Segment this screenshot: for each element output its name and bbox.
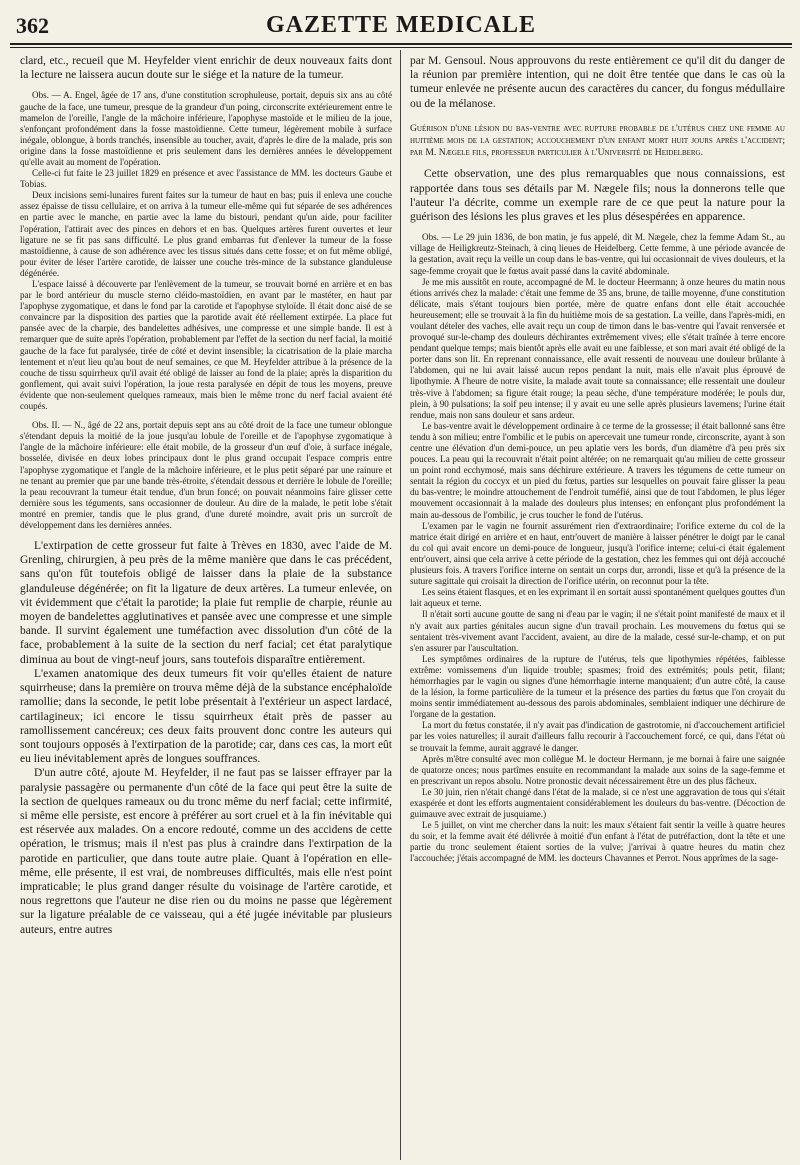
right-intro-paragraph: par M. Gensoul. Nous approuvons du reste entièrement ce qu'il dit du danger de la réunion par première intention, qui ne doit être tentée que dans le cas où la tumeur enlevée ne présente aucun des caractères du cancer, du fongus médullaire ou de la mélanose. (410, 55, 785, 110)
journal-title: GAZETTE MEDICALE (265, 12, 537, 38)
observation-paragraph: Après m'être consulté avec mon collègue M. le docteur Hermann, je me bornai à faire une saignée de quatorze onces; nous partîmes ensuite en recommandant la malade aux soins de la sage-femme et en prescrivant un repos absolu. Notre pronostic devait nécessairement être un des plus fâcheux. (410, 753, 785, 786)
article-intro-paragraph: Cette observation, une des plus remarquables que nous connaissions, est rapportée dans tous ses détails par M. Nægele fils; nous la donnerons telle que l'auteur l'a décrite, comme un exemple rare de ce que peut la nature pour la guérison des lésions les plus graves et les plus désespérées en apparence. (410, 168, 785, 224)
page-number: 362 (16, 13, 49, 38)
observation-2-paragraph: Obs. II. — N., âgé de 22 ans, portait depuis sept ans au côté droit de la face une tumeur oblongue s'étendant depuis la moitié de la joue jusqu'au lobule de l'oreille et de l'apophyse zygomatique à l'angle de la mâchoire inférieure: elle était mobile, de la grosseur d'un œuf d'oie, à surface inégale, bosselée, divisée en deux lobes principaux dont le plus grand occupait l'espace compris entre l'apophyse zygomatique et l'angle de la mâchoire inférieure, et le plus petit séparé par une rainure et ne tenant au premier que par une bande très-étroite, s'étendait dessous et derrière le lobule de l'oreille; la peau recouvrant la tumeur était tendue, d'un brun foncé; on pouvait néanmoins faire glisser cette dernière sous les téguments, sans occasionner de douleur. Au dire de la malade, le petit lobe s'était montré en premier, tandis que le plus grand, d'une dureté moindre, avait pris un surcroît de développement dans les dernières années. (20, 420, 392, 530)
observation-paragraph: Je me mis aussitôt en route, accompagné de M. le docteur Heermann; à onze heures du matin nous étions arrivés chez la malade: c'était une femme de 35 ans, brune, de taille moyenne, d'une constitution délicate, mais s'étant toujours bien portée, mère de quatre enfans dont elle était accouchée heureusement; elle se trouvait à la fin du huitième mois de sa gestation. La veille, dans l'après-midi, en voulant dételer des vaches, elle avait reçu un coup de timon dans le bas-ventre qui l'avait renversée et provoqué sur-le-champ des douleurs déchirantes extrêmement vives; elle s'était traînée à terre encore pendant quelque temps; mais bientôt après elle avait eu une faiblesse, et son mari avait été obligé de la porter dans son lit. En reprenant connaissance, elle avait ressenti de nouveau une douleur brûlante à l'abdomen, qui ne lui avait laissé aucun repos pendant la nuit, mais elle n'avait plus éprouvé de lipothymie. A l'heure de notre visite, la malade avait toute sa connaissance; elle ressentait une douleur très-vive à l'abdomen; sa figure était rouge; la peau sèche, d'une température modérée; le pouls dur, plein, à 90 pulsations; la soif peu intense; il y avait eu une selle après plusieurs lavemens; l'urine était rendue, mais non sans douleur et sans ardeur. (410, 276, 785, 420)
observation-paragraph: Obs. — Le 29 juin 1836, de bon matin, je fus appelé, dit M. Nægele, chez la femme Adam St., au village de Heiligkreutz-Steinach, à cinq lieues de Heidelberg. Cette femme, à une période avancée de la gestation, avait reçu la veille un coup dans le bas-ventre, qui lui occasionnait de vives douleurs, et la sage-femme croyait que le fœtus avait passé dans la cavité abdominale. (410, 232, 785, 276)
right-column (410, 54, 785, 1160)
observation-paragraph: Il n'était sorti aucune goutte de sang ni d'eau par le vagin; il ne s'était point manifesté de maux et il n'y avait aux parties génitales aucun signe d'un travail prochain. Les mouvemens du fœtus qui se sentaient très-vivement avant l'accident, avaient, au dire de la malade, cessé sur-le-champ, et on put s'en assurer par l'auscultation. (410, 609, 785, 653)
observation-paragraph: Les seins étaient flasques, et en les exprimant il en sortait aussi spontanément quelques gouttes d'un lait aqueux et terne. (410, 587, 785, 609)
left-column (20, 54, 392, 1160)
observation-paragraph: Le 30 juin, rien n'était changé dans l'état de la malade, si ce n'est une aggravation de tous qui s'était exaspérée et dont les efforts augmentaient considérablement les douleurs du bas-ventre. (Décoction de guimauve avec extrait de jusquiame.) (410, 786, 785, 820)
article-heading: Guérison d'une lésion du bas-ventre avec rupture probable de l'utérus chez une femme au huitième mois de la gestation; accouchement d'un enfant mort huit jours après l'accident; par M. Nægele fils, professeur particulier à l'Université de Heidelberg. (410, 122, 785, 159)
observation-1-paragraph: Deux incisions semi-lunaires furent faites sur la tumeur de haut en bas; puis il enleva une couche assez épaisse de tissu cellulaire, et on arriva à la tumeur elle-même qui fut séparée de ses adhérences en partie avec le manche, en partie avec la lame du bistouri, pendant qu'un aide, pour faciliter l'opération, l'attirait avec des pinces en dehors et en bas. Quelques artères furent ouvertes et leur ligature ne se fit pas sans difficulté. Le plus grand embarras fut d'enlever la tumeur de la fosse mastoïdienne, à cause de son adhérence avec les tissus situés dans cette fosse; et on fut même obligé, pour éviter de léser l'artère carotide, de laisser une couche très-mince de la substance glanduleuse dégénérée. (20, 190, 392, 278)
observation-paragraph: La mort du fœtus constatée, il n'y avait pas d'indication de gastrotomie, ni d'accouchement artificiel par les voies naturelles; il aurait d'ailleurs fallu recourir à l'accouchement forcé, ce qui, dans l'état où se trouvait la femme, aurait aggravé le danger. (410, 720, 785, 753)
observation-1-paragraph: Obs. — A. Engel, âgée de 17 ans, d'une constitution scrophuleuse, portait, depuis six ans au côté gauche de la face, une tumeur, presque de la grandeur d'un poing, circonscrite extérieurement entre le mamelon de l'oreille, l'angle de la mâchoire inférieure, l'apophyse mastoïde et le milieu de la joue, s'enfonçant profondément dans la fosse mastoïdienne. Cette tumeur, légèrement mobile à surface inégale, oblongue, à bords tranchés, insensible au toucher, avait, d'après le dire de la malade, pris son origine dans la fosse mastoïdienne et pris seulement dans les dernières années le développement qu'elle avait au moment de l'opération. (20, 90, 392, 167)
observation-1-paragraph: L'espace laissé à découverte par l'enlèvement de la tumeur, se trouvait borné en arrière et en bas par le bord antérieur du muscle sterno cléido-mastoïdien, en avant par le mastéter, en haut par l'apophyse zygomatique, et dans le fond par la carotide et l'apophyse styloïde. Il était donc aisé de se convaincre par la disposition des parties que la parotide avait été réellement extirpée. La place fut pansée avec de la charpie, des bandelettes adhésives, une compresse et une simple bande. Il est à remarquer que de suite après l'opération, probablement par l'effet de la section du nerf facial, la moitié gauche de la face fut paralysée, tirée de côté et devint insensible; la cicatrisation de la plaie marcha lentement et n'eut lieu qu'au bout de neuf semaines, ce que M. Heyfelder attribue à la présence de la couche de tissu squirrheux qu'il avait été obligé de laisser au fond de la plaie; après la disparition du gonflement, qui avait suivi l'opération, la joue resta paralysée en dépit de tous les moyens, preuve évidente que non-seulement quelques rameaux, mais bien le même tronc du nerf facial avaient été coupés. (20, 279, 392, 412)
observation-paragraph: L'examen par le vagin ne fournit assurément rien d'extraordinaire; l'orifice externe du col de la matrice était dirigé en arrière et en haut, entr'ouvert de manière à laisser pénétrer le doigt par le canal du col qui avait encore un demi-pouce de longueur, jusqu'à l'orifice interne; celui-ci était également entr'ouvert, ainsi que cela arrive à cette période de la gestation, chez les femmes qui ont déjà accouché plusieurs fois. A travers l'orifice interne on sentait un corps dur, arrondi, lisse et qu'à la présence de la suture sagittale qui croisait la direction de l'orifice utérin, on reconnut pour la tête. (410, 520, 785, 587)
header-rule (10, 43, 792, 48)
observation-paragraph: Le bas-ventre avait le développement ordinaire à ce terme de la grossesse; il était ballonné sans être tendu à son milieu; entre l'ombilic et le pubis on apercevait une tumeur ronde, circonscrite, ayant à son centre une élévation d'un demi-pouce, un peu aplatie vers les bords, d'un diamètre d'à peu près six pouces. La peau qui la recouvrait n'était point altérée; on ne remarquait qu'au milieu de cette grosseur un point rond ecchymosé, mais sans déchirure extérieure. A travers les tégumens de cette tumeur on sentait la région du coccyx et un pied du fœtus, parties sur lesquelles on pouvait faire glisser la peau du bas-ventre; le moindre attouchement de l'endroit tuméfié, ainsi que de tout l'abdomen, le plus léger mouvement occasionnait à la malade des douleurs plus intenses; en enfonçant plus profondément la main au-dessous de l'ombilic, je crus toucher le fond de l'utérus. (410, 420, 785, 520)
observation-paragraph: Les symptômes ordinaires de la rupture de l'utérus, tels que lipothymies répétées, faiblesse extrême: vomissemens d'un liquide trouble; spasmes; froid des extrémités; pouls petit, filant; hémorrhagies par le vagin ou signes d'une hémorrhagie interne manquaient; d'un autre côté, la cause de la lésion, la forme particulière de la tumeur et la présence des parties du fœtus que l'on croyait du moins sentir immédiatement au-dessous des parois abdominales, semblaient indiquer une déchirure de l'organe de la gestation. (410, 653, 785, 720)
observation-paragraph: Le 5 juillet, on vint me chercher dans la nuit: les maux s'étaient fait sentir la veille à quatre heures du soir, et la femme avait été délivrée à moitié d'un enfant à l'état de putréfaction, dont la tête et une partie du tronc seulement étaient sorties de la vulve; j'arrivai à quatre heures du matin chez l'accouchée; j'étais accompagné de MM. les docteurs Chavannes et Perrot. Nous apprîmes de la sage- (410, 820, 785, 864)
commentary-paragraph: L'extirpation de cette grosseur fut faite à Trèves en 1830, avec l'aide de M. Grenling, chirurgien, à peu près de la même manière que dans le cas précédent, sans qu'on fût toutefois obligé de laisser dans la plaie de la substance glanduleuse dégénérée; on fit la ligature de deux artères. La tumeur enlevée, on vit évidemment que c'était la parotide; la plaie fut remplie de charpie, réunie au moyen de bandelettes agglutinatives et pansée avec une compresse et une simple bande. Il survint également une tuméfaction avec dissolution d'un côté de la face, probablement à la suite de la section du nerf facial; cet état paralytique diminua au bout de vingt-neuf jours, sans toutefois disparaître entièrement. (20, 540, 392, 666)
column-divider (400, 50, 401, 1160)
commentary-paragraph: L'examen anatomique des deux tumeurs fit voir qu'elles étaient de nature squirrheuse; dans la première on trouva même déjà de la substance encéphaloïde ramollie; dans la seconde, le petit lobe présentait à l'extérieur un aspect lardacé, cartilagineux; ici encore le tissu squirrheux était près de passer au ramollissement cancéreux; ces deux faits prouvent donc contre les auteurs qui sont toujours opposés à l'extirpation de la parotide; car, dans ces cas, la mort eût eu lieu inévitablement après de longues souffrances. (20, 667, 392, 766)
commentary-paragraph: D'un autre côté, ajoute M. Heyfelder, il ne faut pas se laisser effrayer par la paralysie passagère ou permanente d'un côté de la face qui peut être la suite de la section de quelques rameaux ou du tronc même du nerf facial; cette infirmité, si même elle persiste, est encore à préférer au sort cruel et à la fin inévitable qui est réservée aux malades. On a encore redouté, comme un des accidens de cette opération, le trismus; mais il n'est pas plus à craindre dans l'extirpation de la parotide en particulier, que dans toute autre plaie. Quant à l'opération en elle-même, elle présente, il est vrai, de nombreuses difficultés, mais elle n'est point impraticable; le plus grand danger résulte du voisinage de l'artère carotide, et nous regrettons que l'auteur ne dise rien ou du moins ne passe que légèrement sur la ligature préalable de ce vaisseau, qui a été jugée inévitable par plusieurs auteurs, entre autres (20, 767, 392, 936)
left-intro-paragraph: clard, etc., recueil que M. Heyfelder vient enrichir de deux nouveaux faits dont la lecture ne laissera aucun doute sur le siége et la nature de la tumeur. (20, 55, 392, 82)
page-header (10, 10, 792, 40)
observation-1-paragraph: Celle-ci fut faite le 23 juillet 1829 en présence et avec l'assistance de MM. les docteurs Gaube et Tobias. (20, 168, 392, 190)
